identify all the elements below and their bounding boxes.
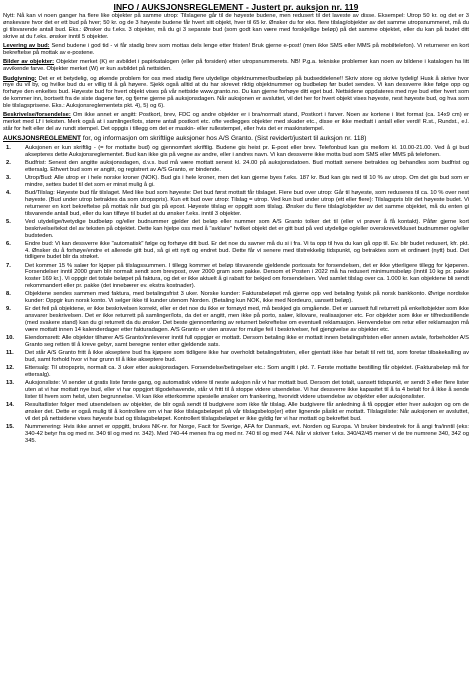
section-bilder: Bilder av objekter: Objekter merket (K) er avbildet i papirkatalogen (eller på forsiden) etter utropsnummerets. NB! P.g.a. tekniske problemer kan noen av bildene i katalogen ha litt avvikende farve. Objekter merket (W) er kun avbildet på nettsiden. [3, 59, 469, 73]
rule-item: 7. Det kommer 15 % salær for kjøper på tilslagssummen. I tillegg kommer et beløp tilsvarende gjeldende portosats for forsendelsen, det er ikke ytterligere tillegg for kjøperen. Forsendelser inntil 2000 gram blir normalt sendt som brevpost, over 2000 gram som pakke. Dersom et Posten i 2022 må ha redusert minimumsbeløp (inntil 10 kg pr. pakke koster 169 kr.). Vi oppgir det totale beløpet på faktura, og det er ikke aktuelt å gi rabatt for bekjed om forsendelsen. Ved samlet tilslag over ca. 1.000 kr. kan objektene bli sendt rekommandert eller pr. pakke (det innebærer ev. ekstra kostnader). [6, 262, 469, 290]
rule-item: 13. Auksjonsliste: Vi sender ut gratis liste første gang, og automatisk videre til neste auksjon når vi har mottatt bud. Dersom det totalt, uansett tidspunkt, er sendt 3 eller flere lister uten at vi har mottatt nye bud, eller vi har oppgjort tilgodehavende, står vi fritt til å stoppe videre utsendelse. Vi har dessverre ikke kapasitet til å ta 4 betalt for å ikke å sende lister til hvem som helst, uten begrunnelse. Vi kan ikke etterkomme spesielle ønsker om frankering, hvorvidt videre utsendelse av objekter eller auksjonslister. [6, 380, 469, 400]
section-budgivning: Budgivning: Det er et betydelig, og økende problem for oss med stadig flere utydelige objektnummer/budbeløp på budseddelene!! Skriv store og skrive tydelig! Husk å skrive hvor mye du vil by, og hvilke bud du er villig til å gå høyere. Sjekk også alltid at du har skrevet riktig objektnummer og budbeløp før budet sendes. Vi kan dessverre ikke følge opp og forhøye den enkeltes bud. Høyeste bud for hvert objekt vises på vår nettside www.granto.no. Du kan gjerne forhøye ditt eget bud. Nettsidene oppdateres med nye bud etter hvert som de kommer inn, bortsett fra de siste dagene før, og fjerne gjerne på auksjonsdagen. Når auksjonen er avsluttet, vil det her for hvert objekt vises høyeste, nest høyeste bud, og hva som ble tilslagsprisene. Eks.: Auksjonsreglementets pkt. 4), 5) og 6). [3, 75, 469, 109]
rule-item: 2. Budfrist: Senest den angitte auksjonsdagen, d.v.s. bud må være mottatt senest kl. 24.00 på auksjonsdatoen. Bud mottatt senere betraktes og behandles som budfrist og ettersalg. Ethvert bud som er angitt, og registrert av A/S Granto, er bindende. [6, 160, 469, 173]
rule-item: 12. Ettersalg: Til utropspris, normalt ca. 3 uker etter auksjonsdagen. Forsendelse/betingelser etc.: Som angitt i pkt. 7. Første mottatte bestilling får objektet. (Fakturabeløp må for ettersalg). [6, 365, 469, 378]
section-levering: Levering av bud: Send budene i god tid - vi får stadig brev som mottas dels lenge etter fristen! Bruk gjerne e-post! (men ikke SMS eller MMS på mobiltelefon). Vi returnerer en kort bekreftelse på mottak av e-postene. [3, 42, 469, 56]
rule-item: 11. Det står A/S Granto fritt å ikke akseptere bud fra kjøpere som tidligere ikke har overholdt betalingsfristen, eller gjentatt ikke har betalt til rett tid, som foretar tilbakekalling av bud, samt forhold hvor vi har grunn til å ikke akseptere bud. [6, 350, 469, 363]
section-beskrivelse: Beskrivelse/forsendelse: Om ikke annet er angitt: Postkort, brev, FDC og andre objekter er i bra/normalt stand, Postkort i farver. Noen av kortene i litet format (ca. 14x9 cm) er merket med Lf i teksten. Merk også at i samlinger/lots, større antall postkort etc. ofte vedlegges objekter med skader etc., disse er ikke medtatt i antall eller verdi! R.st., Rundst., e.l. står for helt eller del av rundt stempel. Det oppgis i tillegg om det er maskin- eller rullestempel, eller hvis det er maskinstempel. [3, 112, 469, 133]
document-page [3, 2, 469, 669]
document-title: INFO / AUKSJONSREGLEMENT - Justert pr. auksjon nr. 119 [113, 2, 359, 12]
rule-item: 6. Endre bud: Vi kan dessverre ikke "automatisk" følge og forhøye ditt bud. Er det noe du savner må du si i fra. Vi ta opp til hva du kan gå opp til. Ev. blir budet redusert, kfr. pkt. 4. Ønsker du å forhøye/endre et allerede gitt bud, så gi ett nytt og endret bud. Dette får vi senere med tilstrekkelig tidspunkt, og betraktes som et ordinært (nytt) bud. Det tidligere budet blir da strøket. [6, 240, 469, 261]
rules-list [3, 145, 469, 444]
rule-item: 1. Auksjonen er kun skriftlig - (= for mottatte bud) og gjennomført skriftlig. Budene gis heist pr. E-post eller brev. Telefonbud kan gis mellom kl. 10.00-21.00. Ved å gi bud aksepteres dette Auksjonsreglementet. Bud kan ikke gis på vegne av andre, eller i andres navn. Vi kan dessverre ikke motta bud som SMS eller MMS på telefonen. [6, 145, 469, 158]
rule-item: 15. Nummerering: Hvis ikke annet er oppgitt, brukes NK-nr. for Norge, Facit for Sverige, AFA for Danmark, evt. Norden og Europa. Vi bruker bindestrek for å angi fra/inntil (eks: 340-42 betyr fra og med nr. 340 til og med nr. 342). Med 740-44 menes fra og med nr. 740 til og med 744. Når vi skriver f.eks. 340/42/45 mener vi de tre numrene 340, 342 og 345. [6, 423, 469, 444]
rule-item: 8. Objektene sendes sammen med faktura, med betalingsfrist 3 uker. Norske kunder: Fakturabeløpet må gjerne opp ved betaling fysisk på norsk bankkonto. Øvrige nordiske kunder: Oppgir kun norsk konto. Vi selger ikke til kunder utenom Norden. (Betaling kun NOK, ikke med Nordeuro, uansett beløp). [6, 291, 469, 305]
rule-item: 4. Bud/Tilslag: Høyeste bud får tilslaget. Med like bud som høyeste: Det bud først mottatt får tilslaget. Flere bud over utrop: Går til høyeste, som reduseres til ca. 10 % over nest høyeste. (Bud under utrop betraktes da som utropspris). Kun ett bud over utrop: Tilslag = utrop. Ved kun bud under utrop (ett eller flere): Tilslagspris blir det høyeste budet. Vi returnerer en kort bekreftelse på mottak når bud gis på epost. Høyeste tilslag er oppgitt som tilslag. Ønsker du flere tilslag/objekter av det samme objektet, må du enten gi tilsvarende antall bud, eller du kan tilføye til budet at du ønsker f.eks. inntil 3 objekter. [6, 190, 469, 217]
rules-heading: AUKSJONSREGLEMENT for, og informasjon om skriftlige auksjoner hos A/S Granto. (Sist revidert/justert til auksjon nr. 118) [3, 135, 367, 143]
rule-item: 5. Ved utydelige/tvetydige budbeløp og/eller budnummer gjelder det beløp eller nummer som A/S Granto tolker det til (eller vi prøver å få kontakt). Påfør gjerne kort beskrivelse/tekst del av teksten på objektet. Dette kan hjelpe oss med å "avklare" hvilket objekt det er gitt bud på ved utydelige og/eller overskrevet/kluset budnummer og/eller budsteden. [6, 218, 469, 239]
rule-item: 10. Eiendomsrett: Alle objekter tilhører A/S Granto/innleverer inntil full oppgjør er mottatt. Dersom betaling ikke er mottatt innen betalingsfristen eller annen avtale, forbeholder A/S Granto seg retten til å kreve gebyr, samt beregne renter etter gjeldende sats. [6, 335, 469, 348]
rule-item: 14. Resultatlister folger med utsendelsen av objekter, de blir også sendt til budgivere som ikke får tilslag. Alle budgivere får anledning å få oppgjør etter hver auksjon og om de ønsker det. Dette er også mulig til å kontrollere om vi har ikke tilslagsbeløpet på vår tilslagsbelop(er) etter lignende påsikt er mottatt. Tilslagsliste: Når auksjonen er avsluttet, vil det på nettsidene vises høyeste bud og tilslagsbeløpet. Kontrollert tilslagsbeløpet er ikke gyldig før vi har mottatt og bekreftet bud. [6, 402, 469, 422]
intro-paragraph: Nytt: Nå kan vi noen ganger ha flere like objekter på samme utrop: Tilslagene går til de høyeste budene, men redusert til det laveste av disse. Eksempel: Utrop 50 kr. og det er 3 ønskevare hvor det er ett bud på hver; 50 kr. og de 3 høyeste budene får hvert sitt objekt, hver til 65 kr. Ønsker du for eks. flere tilslag/objekter av det samme utropsnummeret, må du gi tilsvarende antall bud. Eks.: Ønsker du f.eks. 3 objekter, må du gi 3 separate bud (som godt kan være med forskjellige beløp) på det samme objektet, eller du kan på budet ditt skrive at du f.eks. ønsker inntil 5 objekter. [3, 13, 469, 40]
rule-item: 9. Er det feil på objektene, er ikke beskrivelsen korrekt, eller er det noe du ikke er fornøyd med, må beskjed gis omgående. Det er uansett full returrett på enkeltobjekter som ikke ansvarer beskrivelsen. Det er ikke returrett på samlinger/lots, da det er angitt, men ikke på porto, salær, kilovare, realisasjoner etc. For objekter som ikke er tilfredsstillende (med svakere stand) kan du gi returrett da du ønsker. Det beste gjennomføring av returnert bekreftelse om eventuell reklamasjon. Henvendelse om retur eller reklamasjon må være mottatt innen 14 kalenderdager etter fakturadagen. A/S Granto er uten ansvar for mulige feil i beskrivelser, feil gjengivelse av objekter etc. [6, 306, 469, 333]
rule-item: 3. Utrop/Bud: Alle utrop er i hele norske kroner (NOK). Bud gis i hele kroner, men det kan gjerne byes f.eks. 187 kr. Bud kan gis ned til 10 % av utrop. Om det gis bud som er mindre, settes budet til det som er minst mulig å gi. [6, 175, 469, 188]
